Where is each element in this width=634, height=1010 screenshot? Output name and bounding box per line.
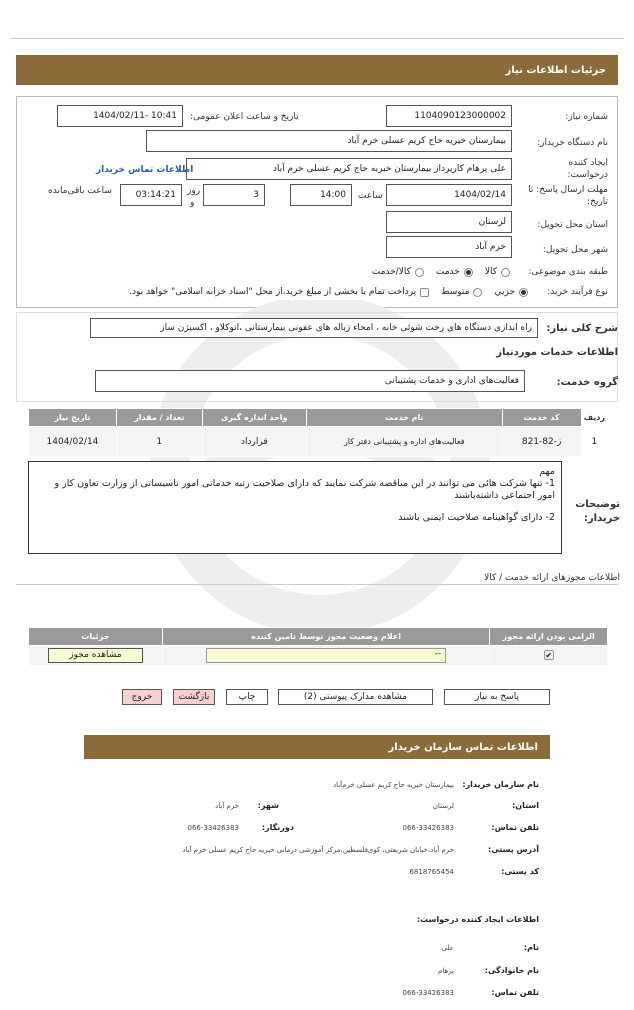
- need-number-field: 1104090123000002: [386, 105, 512, 127]
- org-value: بیمارستان خیریه حاج کریم عسلی خرم‌آباد: [332, 781, 454, 789]
- announce-field: 1404/02/11- 10:41: [57, 105, 183, 127]
- deadline-time-field: 14:00: [290, 184, 352, 206]
- creator-field: علی پرهام کارپرداز بیمارستان خیریه حاج کریم عسلی خرم آباد: [186, 158, 512, 180]
- process-radio-group: [50, 285, 528, 299]
- cell-code: ز-82-821: [502, 427, 581, 457]
- remaining-time-field: 03:14:21: [120, 184, 182, 206]
- cell-unit: قرارداد: [202, 427, 306, 457]
- process-label: نوع فرآیند خرید:: [547, 287, 608, 297]
- radio-medium[interactable]: [473, 288, 482, 297]
- reply-button[interactable]: پاسخ به نیاز: [444, 689, 550, 705]
- province-contact-label: استان:: [512, 801, 539, 810]
- category-label: طبقه بندی موضوعی:: [528, 267, 608, 277]
- permit-status-field: --: [206, 648, 446, 663]
- back-button[interactable]: بازگشت: [173, 689, 215, 705]
- page-title: جزئیات اطلاعات نیاز: [505, 64, 606, 76]
- radio-goods[interactable]: [501, 268, 510, 277]
- contact-header: [84, 735, 550, 759]
- buyer-notes-label: توضیحات خریدار:: [575, 499, 620, 524]
- radio-goods-service[interactable]: [415, 268, 424, 277]
- postal-label: کد پستی:: [501, 867, 539, 876]
- address-label: آدرس پستی:: [488, 845, 539, 854]
- radio-minor[interactable]: [519, 288, 528, 297]
- services-title: اطلاعات خدمات موردنیاز: [496, 347, 618, 358]
- permits-divider: [16, 584, 618, 585]
- first-name-value: علی: [441, 944, 454, 952]
- category-option-service[interactable]: خدمت: [436, 267, 473, 277]
- days-label: روز: [187, 186, 201, 196]
- col-status: اعلام وضعیت مجوز توسط تامین کننده: [162, 628, 490, 646]
- address-value: خرم آباد،خیابان شریعتی، کوی‌فلسطین،مرکز آموزشی درمانی خیریه حاج کریم عسلی خرم آباد: [182, 846, 454, 854]
- city-field: خرم آباد: [386, 236, 512, 258]
- phone-value: 066-33426383: [402, 824, 454, 832]
- deadline-date-field: 1404/02/14: [386, 184, 512, 206]
- print-button[interactable]: چاپ: [226, 689, 268, 705]
- deadline-label: مهلت ارسال پاسخ: تا تاریخ:: [528, 185, 608, 207]
- buyer-contact-link[interactable]: اطلاعات تماس خریدار: [96, 165, 194, 175]
- check-icon: ✔: [545, 651, 553, 660]
- service-group-label: گروه خدمت:: [556, 377, 618, 388]
- buyer-notes-box: [28, 461, 562, 554]
- permit-details-cell: [29, 646, 163, 666]
- creator-phone-label: تلفن تماس:: [491, 988, 539, 997]
- last-name-value: پرهام: [438, 967, 454, 975]
- summary-label: شرح کلی نیاز:: [546, 323, 618, 334]
- cell-date: 1404/02/14: [29, 427, 117, 457]
- payment-note: پرداخت تمام یا بخشی از مبلغ خرید،از محل "اسناد خزانه اسلامی" خواهد بود.: [129, 287, 417, 297]
- notes-line-1: 1- تنها شرکت هائی می توانند در این مناقصه شرکت نمایند که دارای صلاحیت رتبه خدماتی امور تاسیساتی از وزارت تعاون کار و امور اجتماعی داشته‌باشند: [54, 478, 555, 501]
- permits-table-wrapper: [28, 627, 608, 666]
- permits-title: اطلاعات مجوزهای ارائه خدمت / کالا: [484, 573, 620, 583]
- services-table: [28, 408, 608, 457]
- col-unit: واحد اندازه گیری: [202, 409, 306, 427]
- days-and-label: و: [190, 198, 195, 208]
- contact-title: اطلاعات تماس سازمان خریدار: [388, 741, 538, 753]
- creator-info-title: اطلاعات ایجاد کننده درخواست:: [416, 915, 539, 924]
- services-table-wrapper: [28, 408, 608, 457]
- permit-row: [29, 646, 608, 666]
- col-date: تاریخ نیاز: [29, 409, 117, 427]
- province-label: استان محل تحویل:: [537, 220, 608, 230]
- page-header: [16, 55, 618, 85]
- exit-button[interactable]: خروج: [122, 689, 162, 705]
- process-option-medium[interactable]: متوسط: [441, 287, 482, 297]
- remaining-days-field: 3: [203, 184, 265, 206]
- city-contact-label: شهر:: [257, 801, 279, 810]
- category-option-goods-service[interactable]: کالا/خدمت: [372, 267, 424, 277]
- category-radio-group: [330, 265, 510, 279]
- radio-service[interactable]: [464, 268, 473, 277]
- announce-label: تاریخ و ساعت اعلان عمومی:: [190, 112, 299, 122]
- deadline-time-label: ساعت: [358, 191, 383, 201]
- view-permit-button[interactable]: مشاهده مجوز: [48, 648, 143, 663]
- buyer-org-label: نام دستگاه خریدار:: [537, 138, 608, 148]
- last-name-label: نام خانوادگی:: [484, 966, 539, 975]
- permit-required-cell: [490, 646, 608, 666]
- remaining-time-label: ساعت باقی‌مانده: [48, 186, 112, 196]
- province-field: لرستان: [386, 211, 512, 233]
- fax-value: 066-33426383: [187, 824, 239, 832]
- cell-row: 1: [581, 427, 607, 457]
- cell-qty: 1: [116, 427, 202, 457]
- notes-line-0: مهم: [539, 466, 555, 477]
- buyer-org-field: بیمارستان خیریه حاج کریم عسلی خرم آباد: [146, 130, 512, 152]
- col-name: نام خدمت: [306, 409, 502, 427]
- phone-label: تلفن تماس:: [491, 823, 539, 832]
- permits-table: [28, 627, 608, 666]
- category-option-goods[interactable]: کالا: [485, 267, 510, 277]
- city-label: شهر محل تحویل:: [542, 245, 608, 255]
- col-qty: تعداد / مقدار: [116, 409, 202, 427]
- permit-status-cell: [162, 646, 490, 666]
- org-label: نام سازمان خریدار:: [462, 780, 539, 789]
- col-code: کد خدمت: [502, 409, 581, 427]
- top-divider: [10, 38, 624, 39]
- col-required: الزامی بودن ارائه مجوز: [490, 628, 608, 646]
- city-contact-value: خرم آباد: [215, 802, 239, 810]
- payment-option[interactable]: [129, 287, 429, 297]
- view-docs-button[interactable]: مشاهده مدارک پیوستی (2): [278, 689, 433, 705]
- payment-checkbox[interactable]: [420, 288, 429, 297]
- first-name-label: نام:: [523, 943, 539, 952]
- cell-name: فعالیت‌های اداره و پشتیبانی دفتر کار: [306, 427, 502, 457]
- services-header-row: [29, 409, 608, 427]
- summary-field: راه اندازی دستگاه های رخت شوئی خانه ، امحاء زباله های عفونی بیمارستانی ،اتوکلاو ، اکسیژن ساز: [90, 318, 538, 338]
- province-contact-value: لرستان: [432, 802, 454, 810]
- table-row: [29, 427, 608, 457]
- notes-line-2: 2- دارای گواهینامه صلاحیت ایمنی باشند: [398, 512, 555, 523]
- col-row: ردیف: [581, 409, 607, 427]
- col-details: جزئیات: [29, 628, 163, 646]
- service-group-field: فعالیت‌های اداری و خدمات پشتیبانی: [95, 370, 525, 392]
- creator-phone-value: 066-33426383: [402, 989, 454, 997]
- postal-value: 6818765454: [409, 868, 454, 876]
- creator-label: ایجاد کننده درخواست:: [567, 158, 608, 180]
- fax-label: دورنگار:: [261, 823, 294, 832]
- process-option-minor[interactable]: جزیي: [494, 287, 528, 297]
- need-number-label: شماره نیاز:: [565, 112, 608, 122]
- permits-header-row: [29, 628, 608, 646]
